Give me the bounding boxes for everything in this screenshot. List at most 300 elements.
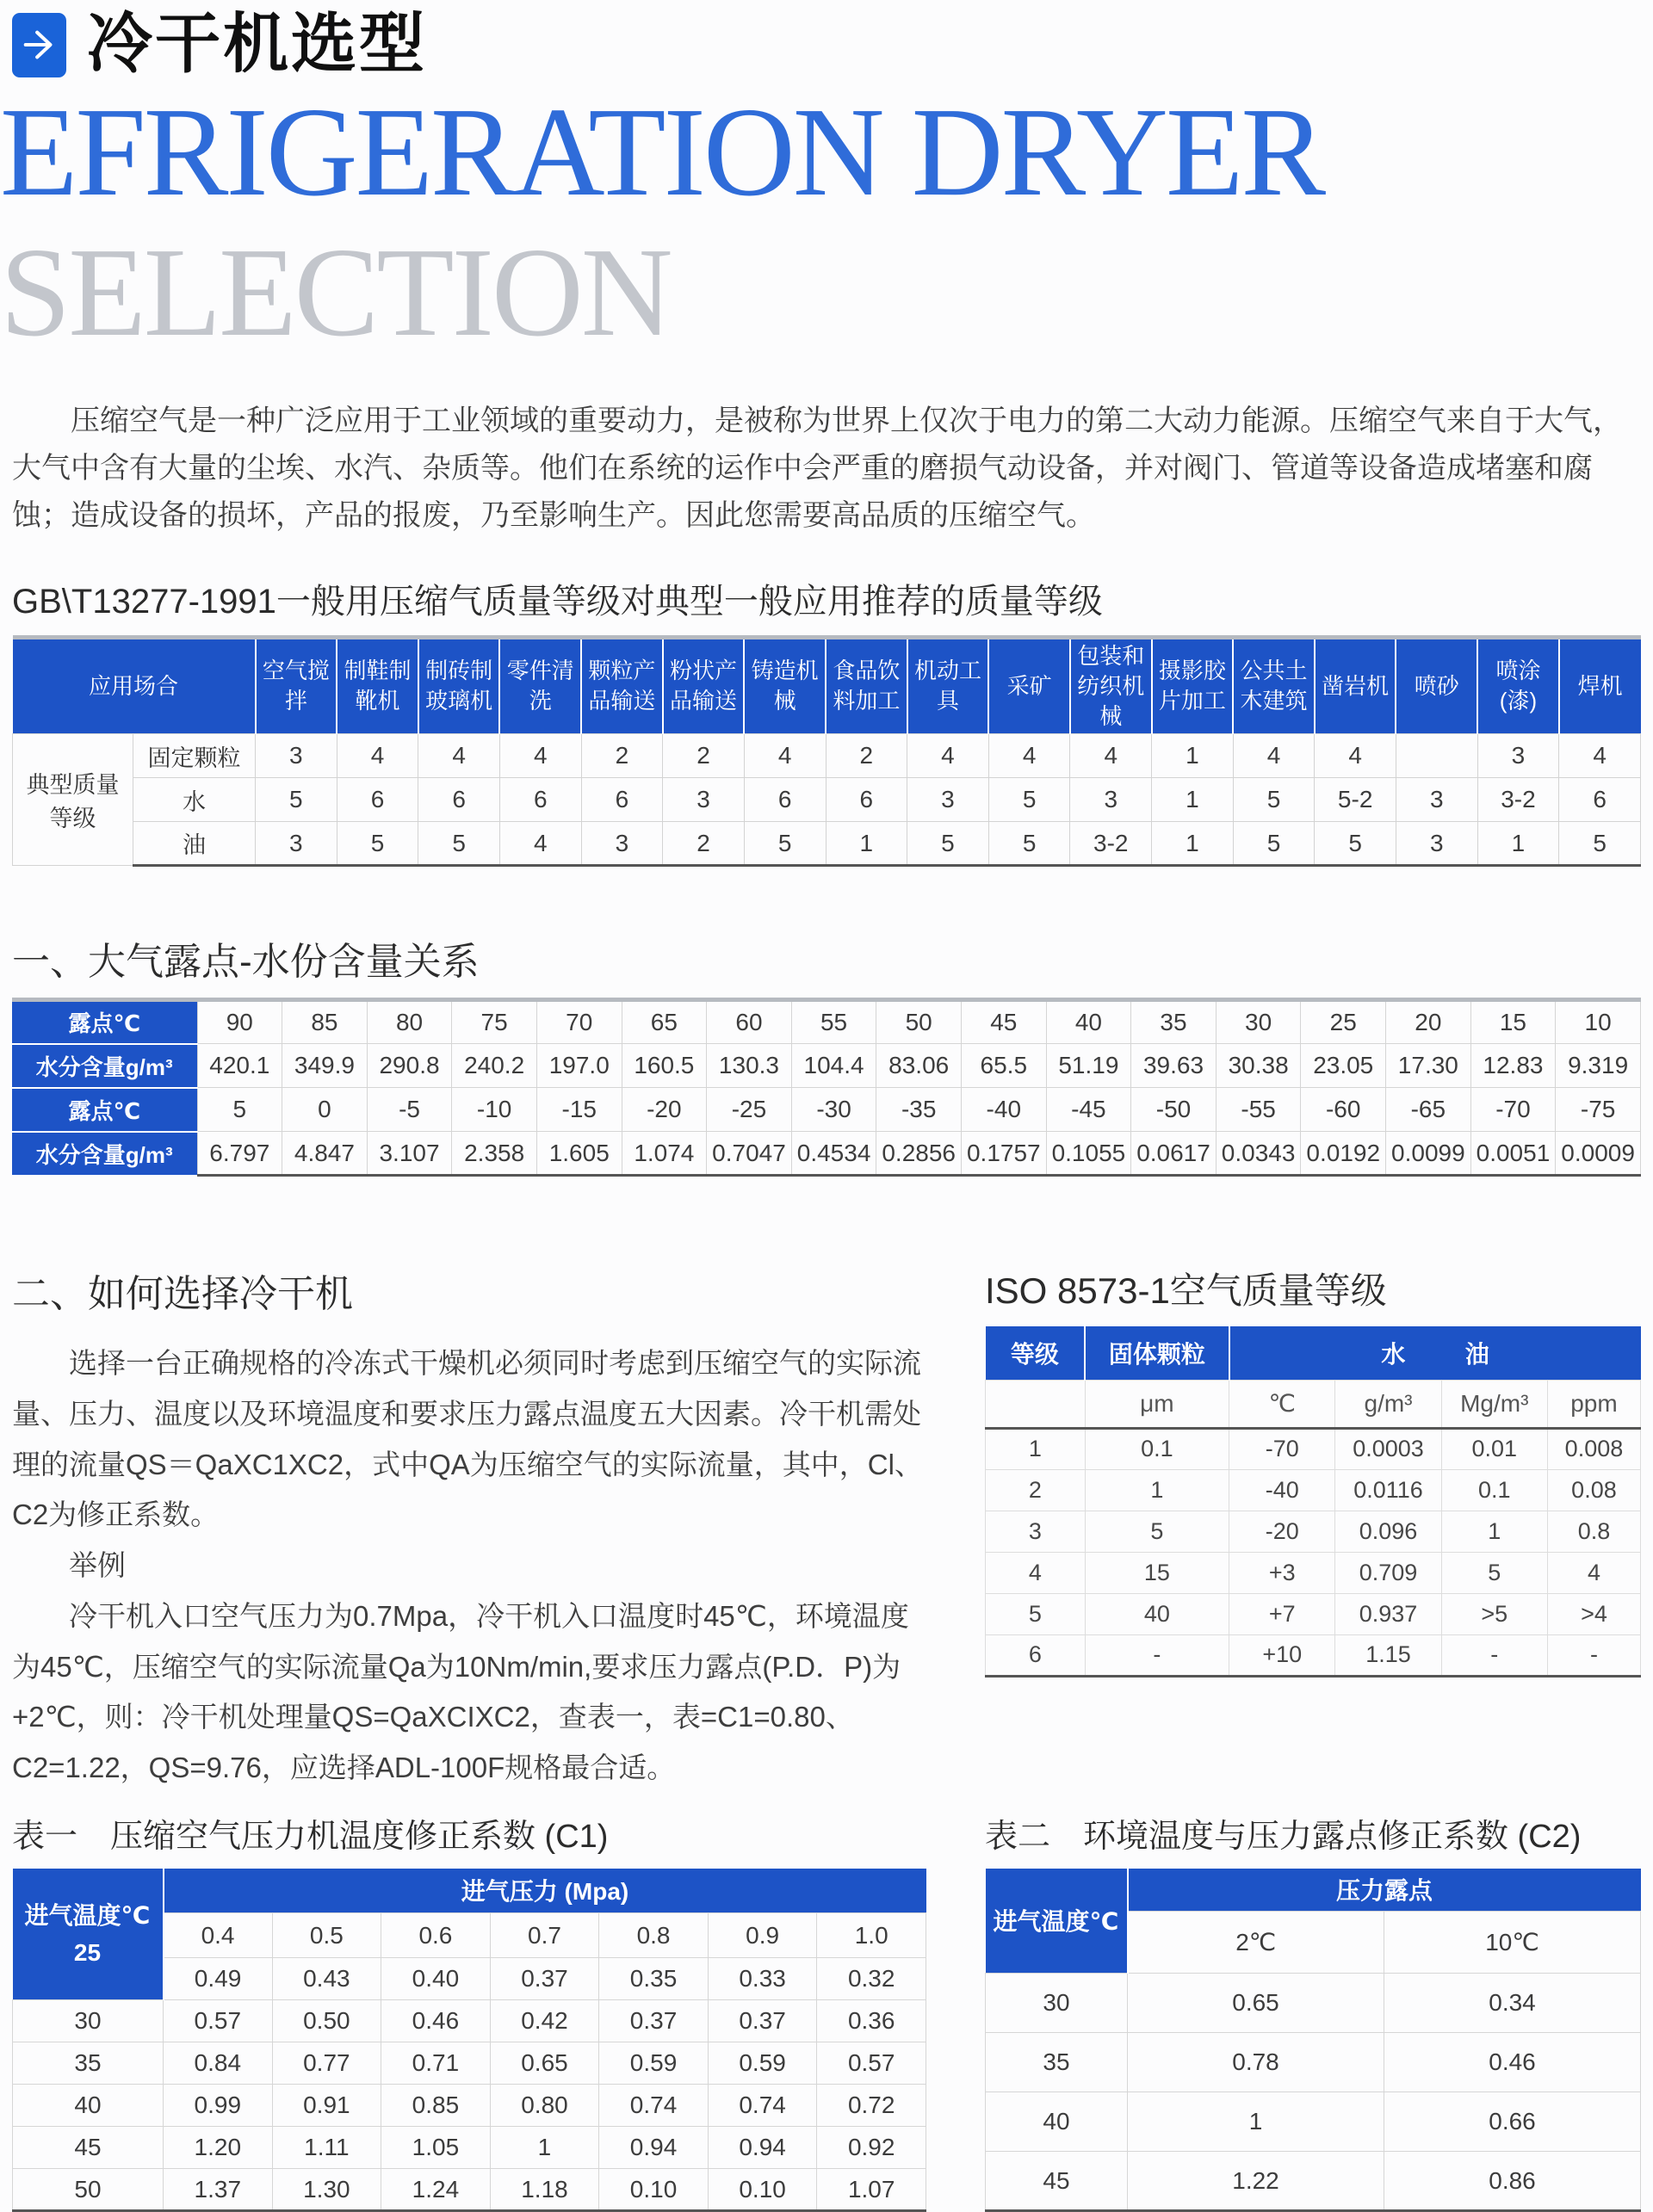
row-header: 40 [13,2085,164,2127]
table-cell: 30.38 [1216,1044,1301,1088]
table-cell: 1.24 [381,2169,491,2211]
table-row [13,822,1641,866]
table-cell: 4 [1547,1552,1640,1593]
table-cell: 3 [907,778,989,822]
table-cell: 0.65 [490,2042,599,2085]
unit-header: ppm [1547,1380,1640,1428]
iso-col-solid: 固体颗粒 [1085,1326,1229,1380]
page-header [12,7,1641,83]
table-cell: 0.99 [164,2085,273,2127]
table-cell: 3 [256,822,337,866]
table-row [986,1593,1641,1634]
table-cell: 0.0116 [1335,1469,1441,1511]
c2-column [985,1809,1641,2212]
table-cell: 2 [663,822,745,866]
table-cell: >5 [1441,1593,1547,1634]
example-label: 举例 [69,1549,126,1582]
table-cell: 6 [1559,778,1641,822]
table-cell: 349.9 [282,1044,368,1088]
table-cell: 90 [197,1000,282,1044]
table-cell: 0.59 [708,2042,817,2085]
table-cell: 1.605 [536,1132,622,1176]
table-cell: 4 [1559,734,1641,778]
iso-column [985,1263,1641,1678]
table-cell: 197.0 [536,1044,622,1088]
table-cell: 0.74 [599,2085,709,2127]
t1-corner-line1: 进气温度℃ [24,1901,151,1929]
table-cell: 0.74 [708,2085,817,2127]
arrow-right-icon [12,13,66,77]
table-cell: -20 [1229,1511,1335,1552]
table-cell: 4 [988,734,1070,778]
table-row [12,1132,1641,1176]
table2-heading: 表二 环境温度与压力露点修正系数 (C2) [985,1818,1582,1855]
table-cell: 5 [744,822,826,866]
table-cell: 1.18 [490,2169,599,2211]
table-cell: 0.49 [164,1958,273,2000]
c2-correction-table [985,1869,1641,2212]
table-cell: 15 [1470,1000,1556,1044]
table-cell: 5 [197,1088,282,1132]
table-row [986,1974,1641,2033]
table-cell: 160.5 [622,1044,707,1088]
table-cell: 4 [986,1552,1086,1593]
table-cell: 3-2 [1477,778,1559,822]
table-cell: 0.0617 [1131,1132,1217,1176]
table-row [986,1552,1641,1593]
c1-correction-table [12,1869,926,2212]
t1-corner-line2: 25 [73,1938,102,1966]
t1-corner-header [13,1869,164,2000]
table-cell: 0.096 [1335,1511,1441,1552]
table-cell: 1 [1152,778,1234,822]
table-cell: +7 [1229,1593,1335,1634]
row-header: 45 [986,2152,1128,2211]
table-cell: 0.1 [1085,1428,1229,1469]
table-cell: 4 [1315,734,1396,778]
table-cell: 3 [1070,778,1152,822]
table-row [986,1428,1641,1469]
table-cell: 0.92 [817,2127,926,2169]
unit-header: ℃ [1229,1380,1335,1428]
table-row [13,778,1641,822]
dewpoint-table [12,998,1641,1177]
table-cell: -30 [791,1088,876,1132]
table-cell: 3 [986,1511,1086,1552]
gb-corner-header: 应用场合 [13,637,256,733]
table-row [12,1088,1641,1132]
row-header: 油 [133,822,256,866]
table-cell: 0.65 [1128,1974,1384,2033]
table-cell: 0.937 [1335,1593,1441,1634]
t1-pressure-header: 进气压力 (Mpa) [164,1869,926,1913]
table-cell: 6 [826,778,907,822]
table-cell: 0.4534 [791,1132,876,1176]
table-cell: 0.94 [708,2127,817,2169]
table-cell: 0.1757 [961,1132,1046,1176]
column-header: 0.7 [490,1913,599,1958]
table-cell: 83.06 [876,1044,962,1088]
table-row [13,2127,926,2169]
table-cell: 25 [1301,1000,1386,1044]
column-header: 喷砂 [1396,637,1477,733]
middle-section [12,1263,1641,1794]
row-header: 水分含量g/m³ [12,1132,197,1176]
table-row [986,2033,1641,2092]
table-cell: 65.5 [961,1044,1046,1088]
table-cell: -25 [707,1088,792,1132]
row-header: 30 [986,1974,1128,2033]
column-header: 制鞋制靴机 [337,637,418,733]
table-cell: 0.59 [599,2042,709,2085]
table-cell: 0.0099 [1386,1132,1471,1176]
table-cell: 65 [622,1000,707,1044]
table-cell: 2 [663,734,745,778]
table-cell: 2.358 [452,1132,537,1176]
table-cell: 0.1 [1441,1469,1547,1511]
table-cell: 0.0192 [1301,1132,1386,1176]
table-cell: -55 [1216,1088,1301,1132]
table-row [13,734,1641,778]
table-cell: 0.10 [599,2169,709,2211]
table-row [13,2042,926,2085]
table-cell: 0.37 [490,1958,599,2000]
table-cell: 0.42 [490,2000,599,2042]
table-cell: 0.37 [599,2000,709,2042]
table-cell: 104.4 [791,1044,876,1088]
table-cell: 1 [1128,2092,1384,2152]
table-cell: 0.10 [708,2169,817,2211]
table-cell: -70 [1470,1088,1556,1132]
table-row [986,2092,1641,2152]
table-cell: 6.797 [197,1132,282,1176]
column-header: 0.6 [381,1913,491,1958]
table-cell: 0.1055 [1046,1132,1131,1176]
iso-col-grade: 等级 [986,1326,1086,1380]
table-cell: - [1441,1634,1547,1676]
table-cell: -75 [1556,1088,1641,1132]
table-cell: 55 [791,1000,876,1044]
table-cell: 0.32 [817,1958,926,2000]
column-header: 焊机 [1559,637,1641,733]
table-cell: 30 [1216,1000,1301,1044]
table-cell: 6 [337,778,418,822]
table-cell: -20 [622,1088,707,1132]
table-cell: -40 [1229,1469,1335,1511]
table-cell: 0.34 [1384,1974,1641,2033]
table-cell: 0.72 [817,2085,926,2127]
row-group-header: 典型质量等级 [13,734,133,866]
table-cell: 75 [452,1000,537,1044]
table-cell: 80 [367,1000,452,1044]
unit-header: Mg/m³ [1441,1380,1547,1428]
column-header: 空气搅拌 [256,637,337,733]
table-cell: 5 [256,778,337,822]
table-cell: 5 [1559,822,1641,866]
intro-paragraph: 压缩空气是一种广泛应用于工业领域的重要动力，是被称为世界上仅次于电力的第二大动力能源。压缩空气来自于大气，大气中含有大量的尘埃、水汽、杂质等。他们在系统的运作中会严重的磨损气动设备，并对阀门、管道等设备造成堵塞和腐蚀；造成设备的损坏，产品的报废，乃至影响生产。因此您需要高品质的压缩空气。 [12,404,1622,532]
column-header: 机动工具 [907,637,989,733]
table-cell: >4 [1547,1593,1640,1634]
table-cell: 4 [499,822,581,866]
table-cell: 51.19 [1046,1044,1131,1088]
table-cell: 5 [988,822,1070,866]
column-header: 0.9 [708,1913,817,1958]
table-cell: 3.107 [367,1132,452,1176]
table-cell: 0.40 [381,1958,491,2000]
table-cell: 0.0009 [1556,1132,1641,1176]
table-cell: 1.20 [164,2127,273,2169]
table-cell: 5 [337,822,418,866]
table-cell: 5 [988,778,1070,822]
section2-heading: 二、如何选择冷干机 [12,1273,353,1316]
table-cell: 5 [986,1593,1086,1634]
table-cell: 1 [986,1428,1086,1469]
table-cell: 420.1 [197,1044,282,1088]
table-row [12,1000,1641,1044]
page-title-cn: 冷干机选型 [87,8,427,81]
section2-paragraph: 选择一台正确规格的冷冻式干燥机必须同时考虑到压缩空气的实际流量、压力、温度以及环境温度和要求压力露点温度五大因素。冷干机需处理的流量QS＝QaXC1XC2，式中QA为压缩空气的实际流量，其中，Cl、C2为修正系数。 [12,1347,923,1531]
table-cell: 60 [707,1000,792,1044]
table-row [12,1044,1641,1088]
iso-col-water-oil: 水 油 [1229,1326,1641,1380]
table-cell: 1.05 [381,2127,491,2169]
table-cell: 5 [418,822,500,866]
table-cell: 1 [1152,734,1234,778]
table-cell: 1 [826,822,907,866]
table-cell: 0.7047 [707,1132,792,1176]
table-cell: 0.33 [708,1958,817,2000]
table-cell: 1.15 [1335,1634,1441,1676]
table-cell: 4 [337,734,418,778]
table-cell: 10 [1556,1000,1641,1044]
table-cell: 0.91 [272,2085,381,2127]
page-title-en: EFRIGERATION DRYER [0,82,1324,223]
column-header: 颗粒产品输送 [581,637,663,733]
table-cell: 5 [1085,1511,1229,1552]
table-cell: 4 [499,734,581,778]
table-cell: - [1085,1634,1229,1676]
row-header: 40 [986,2092,1128,2152]
table-cell: 1 [1085,1469,1229,1511]
table-cell: 4 [907,734,989,778]
table-cell: 0.86 [1384,2152,1641,2211]
table-cell: 3 [663,778,745,822]
row-header: 固定颗粒 [133,734,256,778]
table-cell: 5 [1233,778,1315,822]
t2-corner-header: 进气温度℃ [986,1869,1128,1974]
table-row [986,1634,1641,1676]
table-cell: 0.57 [164,2000,273,2042]
table-cell: 0.85 [381,2085,491,2127]
row-header: 水分含量g/m³ [12,1044,197,1088]
table-cell: 1.11 [272,2127,381,2169]
bottom-section [12,1809,1641,2212]
table-cell: 0.94 [599,2127,709,2169]
row-header: 50 [13,2169,164,2211]
table-cell: -5 [367,1088,452,1132]
table-cell: - [1547,1634,1640,1676]
row-header: 35 [986,2033,1128,2092]
table-cell: 1.30 [272,2169,381,2211]
table-cell: -65 [1386,1088,1471,1132]
column-header: 采矿 [988,637,1070,733]
row-header: 露点℃ [12,1000,197,1044]
table-cell: 3 [256,734,337,778]
table-cell: 4 [418,734,500,778]
table-cell: 0.57 [817,2042,926,2085]
table-cell: 9.319 [1556,1044,1641,1088]
table-cell: 0.71 [381,2042,491,2085]
table-cell: 0.84 [164,2042,273,2085]
table-cell: 5 [1441,1552,1547,1593]
table-cell: 85 [282,1000,368,1044]
row-header: 露点℃ [12,1088,197,1132]
table-cell: 5 [1315,822,1396,866]
row-header: 35 [13,2042,164,2085]
t2-dewpoint-header: 压力露点 [1128,1869,1641,1912]
table-cell: 3 [1396,778,1477,822]
table-cell: 1 [1477,822,1559,866]
column-header: 公共土木建筑 [1233,637,1315,733]
gb-quality-table [12,635,1641,867]
iso-heading: ISO 8573-1空气质量等级 [985,1270,1387,1312]
unit-header: g/m³ [1335,1380,1441,1428]
table-cell: 0.78 [1128,2033,1384,2092]
table-cell: -70 [1229,1428,1335,1469]
table-cell: 290.8 [367,1044,452,1088]
table-row [986,1511,1641,1552]
table-cell: 0.08 [1547,1469,1640,1511]
table-cell: 70 [536,1000,622,1044]
table-cell: 1.37 [164,2169,273,2211]
table-cell: 23.05 [1301,1044,1386,1088]
page-subtitle-en: SELECTION [0,221,671,363]
table-cell: 40 [1085,1593,1229,1634]
table-cell: +3 [1229,1552,1335,1593]
table-row [986,1469,1641,1511]
table-cell: 40 [1046,1000,1131,1044]
example-paragraph: 冷干机入口空气压力为0.7Mpa，冷干机入口温度时45℃，环境温度为45℃，压缩空气的实际流量Qa为10Nm/min,要求压力露点(P.D．P)为+2℃，则：冷干机处理量QS=QaXCIXC2，查表一，表=C1=0.80、C2=1.22，QS=9.76，应选择ADL-100F规格最合适。 [12,1599,909,1783]
row-header: 30 [13,2000,164,2042]
table-cell: 1.22 [1128,2152,1384,2211]
column-header: 摄影胶片加工 [1152,637,1234,733]
table-cell: 4.847 [282,1132,368,1176]
table-cell: 1.07 [817,2169,926,2211]
table-cell: -10 [452,1088,537,1132]
table-cell: 6 [744,778,826,822]
table-cell: +10 [1229,1634,1335,1676]
table-cell: 0.01 [1441,1428,1547,1469]
column-header: 粉状产品输送 [663,637,745,733]
table-cell: 0.66 [1384,2092,1641,2152]
table-cell: 0.709 [1335,1552,1441,1593]
column-header: 1.0 [817,1913,926,1958]
c1-column [12,1809,926,2212]
table-cell: -40 [961,1088,1046,1132]
unit-header [986,1380,1086,1428]
table-cell: 5-2 [1315,778,1396,822]
table-cell: 130.3 [707,1044,792,1088]
table-cell: 1 [1152,822,1234,866]
column-header: 10℃ [1384,1912,1641,1974]
section1-heading: 一、大气露点-水份含量关系 [12,941,480,984]
table-cell: 39.63 [1131,1044,1217,1088]
column-header: 铸造机械 [744,637,826,733]
table-cell: 0.77 [272,2042,381,2085]
table-cell: 3 [581,822,663,866]
table-cell: 0.0343 [1216,1132,1301,1176]
table-cell: 0.0003 [1335,1428,1441,1469]
column-header: 0.4 [164,1913,273,1958]
table-cell: 0 [282,1088,368,1132]
table-cell: 45 [961,1000,1046,1044]
column-header: 制砖制玻璃机 [418,637,500,733]
table-cell: 2 [581,734,663,778]
table-cell: -15 [536,1088,622,1132]
iso-quality-table [985,1326,1641,1678]
table-cell: 3 [1396,822,1477,866]
selection-guide-column [12,1263,926,1794]
table-cell: 0.46 [381,2000,491,2042]
column-header: 零件清洗 [499,637,581,733]
table-cell: 3-2 [1070,822,1152,866]
table-cell: 50 [876,1000,962,1044]
table-cell: 6 [986,1634,1086,1676]
table-cell: 4 [744,734,826,778]
column-header: 凿岩机 [1315,637,1396,733]
table-cell: -45 [1046,1088,1131,1132]
gb-table-heading: GB\T13277-1991一般用压缩气质量等级对典型一般应用推荐的质量等级 [12,582,1103,621]
row-header: 水 [133,778,256,822]
table-cell: 0.36 [817,2000,926,2042]
table-cell: 0.50 [272,2000,381,2042]
table-row [13,2000,926,2042]
table-cell: 1 [1441,1511,1547,1552]
table-row [986,2152,1641,2211]
table-cell: -35 [876,1088,962,1132]
table-cell: 0.46 [1384,2033,1641,2092]
table-cell: 15 [1085,1552,1229,1593]
table-cell: 0.8 [1547,1511,1640,1552]
table-cell: 20 [1386,1000,1471,1044]
column-header: 食品饮料加工 [826,637,907,733]
column-header: 0.8 [599,1913,709,1958]
table-cell: 3 [1477,734,1559,778]
table-cell: 0.80 [490,2085,599,2127]
unit-header: μm [1085,1380,1229,1428]
table-cell [1396,734,1477,778]
table-cell: 6 [581,778,663,822]
table-cell: -50 [1131,1088,1217,1132]
table-cell: 17.30 [1386,1044,1471,1088]
table-cell: 0.2856 [876,1132,962,1176]
table-cell: 2 [986,1469,1086,1511]
table-cell: 5 [907,822,989,866]
column-header: 包装和纺织机械 [1070,637,1152,733]
table-cell: 0.35 [599,1958,709,2000]
table-cell: 0.008 [1547,1428,1640,1469]
table-cell: 6 [418,778,500,822]
table-cell: 0.43 [272,1958,381,2000]
table-cell: 1.074 [622,1132,707,1176]
table-cell: 240.2 [452,1044,537,1088]
table-row [13,2169,926,2211]
column-header: 0.5 [272,1913,381,1958]
column-header: 喷涂(漆) [1477,637,1559,733]
table-cell: 12.83 [1470,1044,1556,1088]
table-cell: 1 [490,2127,599,2169]
table-cell: 4 [1070,734,1152,778]
